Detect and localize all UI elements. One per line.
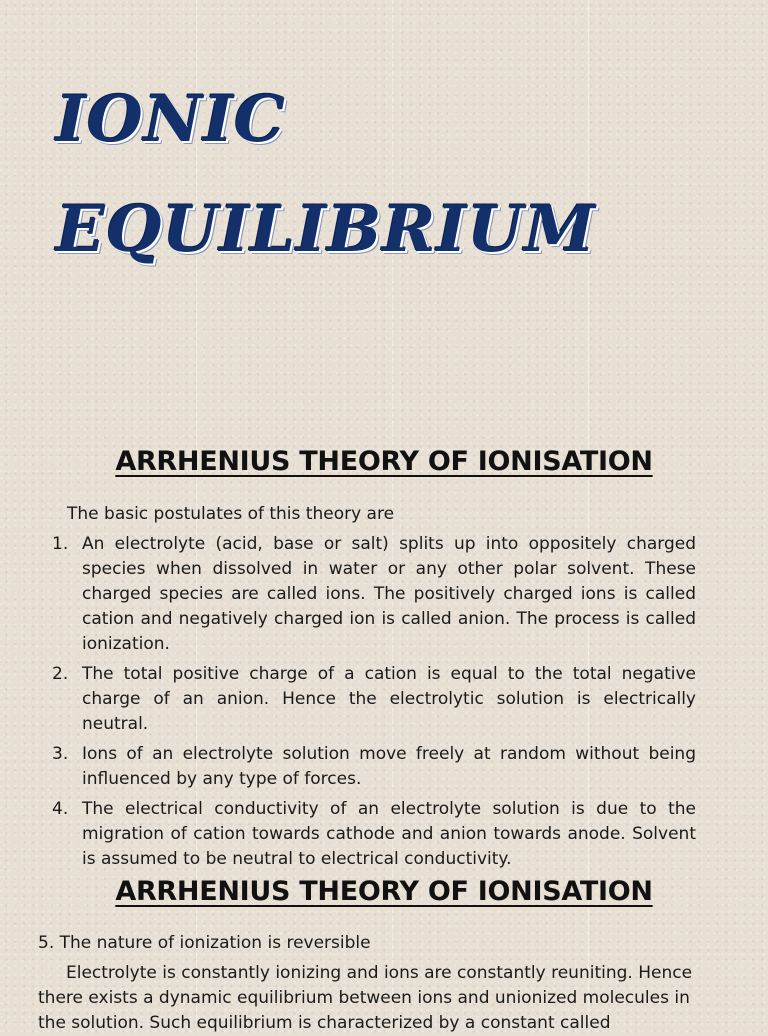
list-item-text: An electrolyte (acid, base or salt) splits up into oppositely charged species when dissolved in water or any other polar solvent. These charged species are called ions. The positively charged ions is called cation and negatively charged ion is called anion. The process is called ionization. [82, 534, 696, 654]
title-slide [0, 0, 768, 420]
list-item [50, 742, 696, 792]
section-heading-1: ARRHENIUS THEORY OF IONISATION [115, 446, 653, 477]
list-item-text: The total positive charge of a cation is equal to the total negative charge of an anion. Hence the electrolytic solution is electrically neutral. [82, 664, 696, 734]
postulates-intro: The basic postulates of this theory are [67, 504, 395, 524]
title-line-2: EQUILIBRIUM [56, 192, 597, 267]
list-item [50, 662, 696, 737]
list-item-number: 1. [52, 534, 69, 554]
equilibrium-paragraph: Electrolyte is constantly ionizing and ions are constantly reuniting. Hence there exists a dynamic equilibrium between ions and unionized molecules in the solution. Such equilibrium is characterized by a constant called [38, 963, 693, 1033]
list-item [50, 532, 696, 657]
list-item-number: 2. [52, 664, 69, 684]
list-item-number: 3. [52, 744, 69, 764]
list-item-number: 4. [52, 799, 69, 819]
point-5: 5. The nature of ionization is reversible [38, 933, 371, 953]
section-heading-2: ARRHENIUS THEORY OF IONISATION [115, 876, 653, 907]
list-item [50, 797, 696, 872]
list-item-text: The electrical conductivity of an electrolyte solution is due to the migration of cation towards cathode and anion towards anode. Solvent is assumed to be neutral to electrical conductivity. [82, 799, 696, 869]
list-item-text: Ions of an electrolyte solution move freely at random without being influenced by any type of forces. [82, 744, 696, 789]
title-line-1: IONIC [56, 82, 287, 157]
postulates-list [50, 532, 696, 877]
